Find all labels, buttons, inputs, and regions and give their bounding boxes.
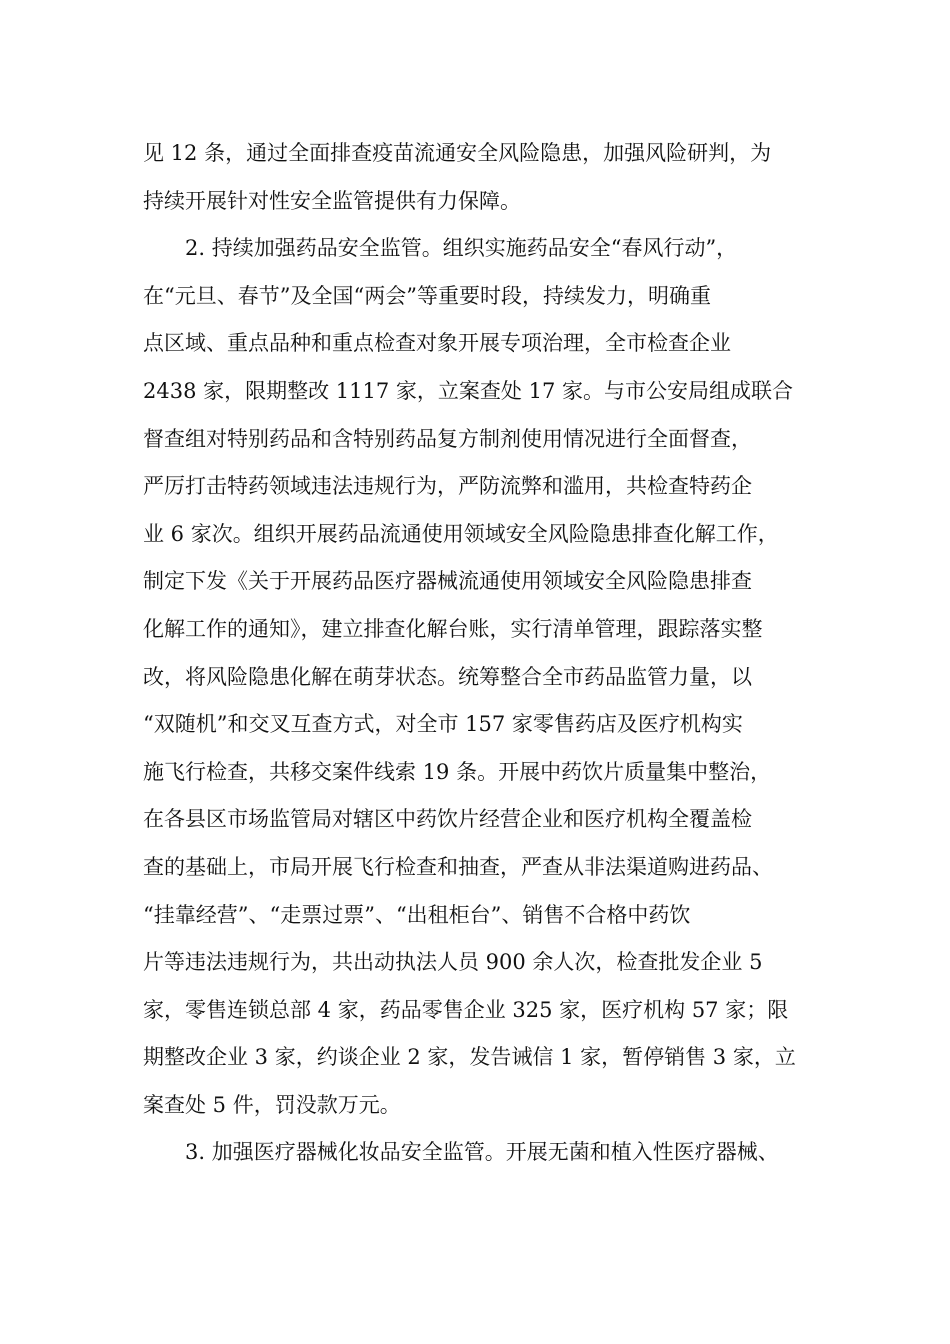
text-line: 制定下发《关于开展药品医疗器械流通使用领域安全风险隐患排查 (143, 569, 752, 594)
text-line: “挂靠经营”、“走票过票”、“出租柜台”、销售不合格中药饮 (143, 902, 691, 927)
text-line: 施飞行检查，共移交案件线索 19 条。开展中药饮片质量集中整治， (143, 759, 772, 784)
text-line: 化解工作的通知》，建立排查化解台账，实行清单管理，跟踪落实整 (143, 616, 763, 641)
text-line: 案查处 5 件，罚没款万元。 (143, 1092, 401, 1117)
text-line: 见 12 条，通过全面排查疫苗流通安全风险隐患，加强风险研判，为 (143, 141, 772, 165)
text-line: 严厉打击特药领域违法违规行为，严防流弊和滥用，共检查特药企 (143, 474, 752, 499)
text-line: 持续开展针对性安全监管提供有力保障。 (143, 188, 521, 213)
text-line: 点区域、重点品种和重点检查对象开展专项治理，全市检查企业 (143, 331, 731, 356)
text-line: 2438 家，限期整改 1117 家，立案查处 17 家。与市公安局组成联合 (143, 378, 793, 403)
text-line: 在“元旦、春节”及全国“两会”等重要时段，持续发力，明确重 (143, 283, 711, 308)
text-line: 查的基础上，市局开展飞行检查和抽查，严查从非法渠道购进药品、 (143, 854, 773, 879)
text-line: 改，将风险隐患化解在萌芽状态。统筹整合全市药品监管力量，以 (143, 664, 752, 689)
text-line: 家，零售连锁总部 4 家，药品零售企业 325 家，医疗机构 57 家；限 (143, 997, 789, 1022)
text-line: 业 6 家次。组织开展药品流通使用领域安全风险隐患排查化解工作， (143, 521, 779, 546)
text-line: 在各县区市场监管局对辖区中药饮片经营企业和医疗机构全覆盖检 (143, 807, 752, 832)
section-heading-line: 3. 加强医疗器械化妆品安全监管。开展无菌和植入性医疗器械、 (185, 1140, 779, 1165)
text-line: “双随机”和交叉互查方式，对全市 157 家零售药店及医疗机构实 (143, 712, 743, 737)
text-line: 督查组对特别药品和含特别药品复方制剂使用情况进行全面督查， (143, 426, 752, 451)
text-line: 片等违法违规行为，共出动执法人员 900 余人次，检查批发企业 5 (143, 950, 763, 975)
text-line: 期整改企业 3 家，约谈企业 2 家，发告诫信 1 家，暂停销售 3 家，立 (143, 1045, 796, 1070)
body-text (143, 130, 823, 1177)
section-heading-line: 2. 持续加强药品安全监管。组织实施药品安全“春风行动”， (185, 236, 738, 261)
